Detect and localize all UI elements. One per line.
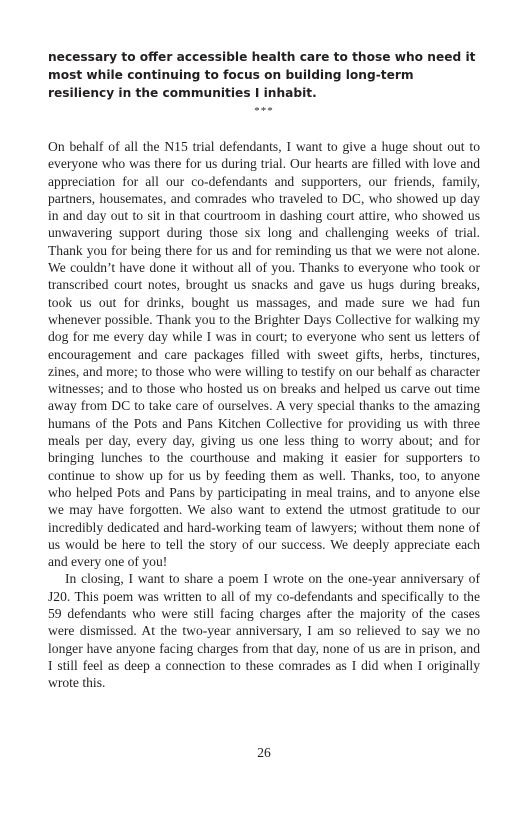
section-separator: *** (254, 105, 274, 117)
closing-paragraph: In closing, I want to share a poem I wrote on the one-year anniversary of J20. This poem was written to all of my co-defendants and specifically to the 59 defendants who were still facing charges after the majority of the cases were dismissed. At the two-year anniversary, I am so relieved to say we no longer have anyone facing charges from that day, none of us are in prison, and I still feel as deep a connection to these comrades as I did when I originally wrote this. (48, 571, 480, 691)
page-content (48, 48, 480, 692)
intro-bold-paragraph: necessary to offer accessible health care to those who need it most while continuing to focus on building long-term resiliency in the communities I inhabit. (48, 50, 476, 100)
page-number: 26 (257, 745, 271, 760)
acknowledgements-paragraph: On behalf of all the N15 trial defendants, I want to give a huge shout out to everyone who was there for us during trial. Our hearts are filled with love and appreciation for all our co-defendants and supporters, our friends, family, partners, housemates, and comrades who traveled to DC, who showed up day in and day out to sit in that courtroom in dashing court attire, who showed us unwavering support during those six long and challenging weeks of trial. Thank you for being there for us and for reminding us that we were not alone. We couldn’t have done it without all of you. Thanks to everyone who took or transcribed court notes, brought us snacks and gave us hugs during breaks, took us out for drinks, bought us massages, and made sure we had fun whenever possible. Thank you to the Brighter Days Collective for walking my dog for me every day while I was in court; to everyone who sent us letters of encouragement and care packages filled with sweet gifts, herbs, tinctures, zines, and more; to those who were willing to testify on our behalf as character witnesses; and to those who hosted us on breaks and helped us carve out time away from DC to take care of ourselves. A very special thanks to the amazing humans of the Pots and Pans Kitchen Collective for providing us with three meals per day, every day, giving us one less thing to worry about; and for bringing lunches to the courthouse and making it easier for supporters to continue to show up for us by feeding them as well. Thanks, too, to anyone who helped Pots and Pans by participating in meal trains, and to anyone else we may have forgotten. We also want to extend the utmost gratitude to our incredibly dedicated and hard-working team of lawyers; without them none of us would be here to tell the story of our success. We deeply appreciate each and every one of you! (48, 139, 480, 570)
